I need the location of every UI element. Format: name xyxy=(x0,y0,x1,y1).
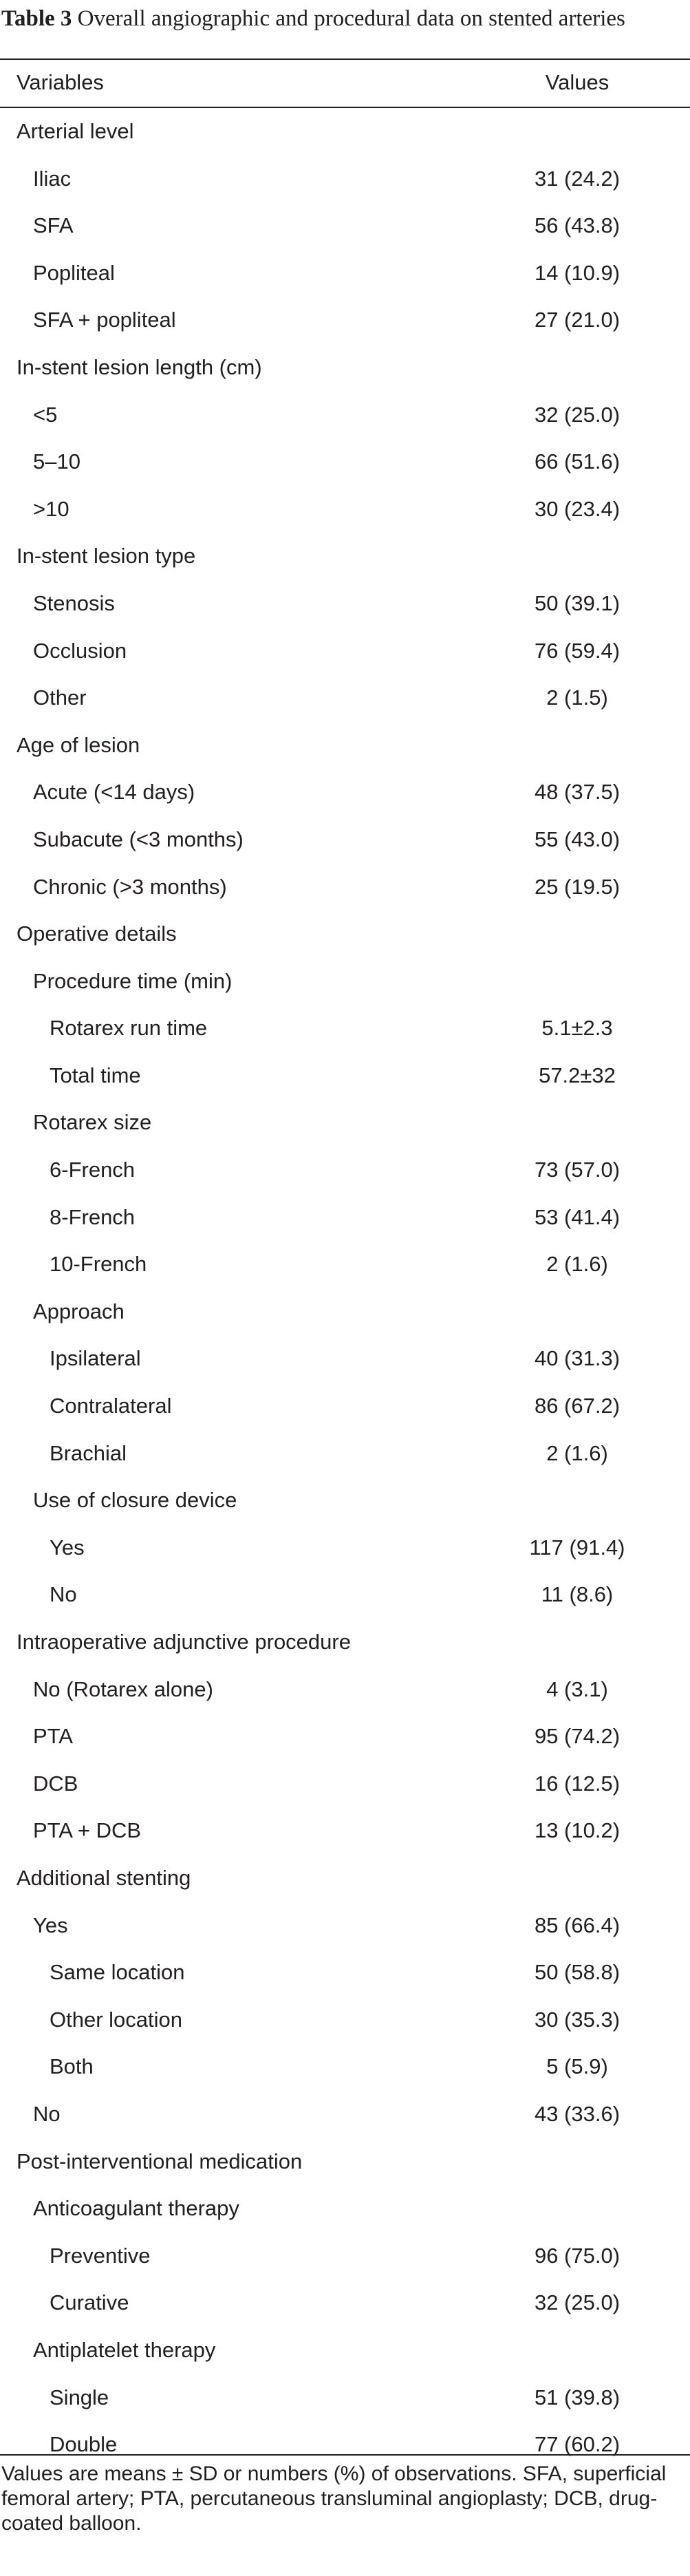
table-row xyxy=(0,628,690,675)
table-row xyxy=(0,1288,690,1336)
row-value: 11 (8.6) xyxy=(541,1582,614,1607)
row-value: 117 (91.4) xyxy=(529,1535,625,1560)
table-row xyxy=(0,2374,690,2422)
row-value: 48 (37.5) xyxy=(534,780,621,805)
row-value: 14 (10.9) xyxy=(534,260,621,285)
table-row xyxy=(0,533,690,580)
row-value: 50 (58.8) xyxy=(534,1960,621,1985)
table-row xyxy=(0,1713,690,1760)
row-value: 85 (66.4) xyxy=(534,1913,621,1937)
table-row xyxy=(0,438,690,486)
row-label: Single xyxy=(50,2385,109,2409)
section-heading: Operative details xyxy=(17,922,177,946)
row-label: Preventive xyxy=(50,2243,151,2268)
table-row xyxy=(0,580,690,628)
row-label: SFA xyxy=(33,213,74,238)
row-value: 77 (60.2) xyxy=(534,2432,621,2457)
row-value: 13 (10.2) xyxy=(534,1818,621,1843)
row-label: PTA + DCB xyxy=(33,1818,142,1843)
row-label: Occlusion xyxy=(33,638,127,663)
row-label: >10 xyxy=(33,496,69,521)
table-row xyxy=(0,202,690,250)
row-label: Chronic (>3 months) xyxy=(33,874,227,899)
row-value: 53 (41.4) xyxy=(534,1204,621,1229)
table-row xyxy=(0,1666,690,1714)
table-row xyxy=(0,297,690,344)
row-label: 8-French xyxy=(50,1204,136,1229)
row-value: 43 (33.6) xyxy=(534,2101,621,2126)
table-row xyxy=(0,911,690,958)
table-row xyxy=(0,864,690,911)
row-value: 96 (75.0) xyxy=(534,2243,621,2268)
header-variables: Variables xyxy=(17,70,104,94)
table-row xyxy=(0,1430,690,1478)
row-label: Antiplatelet therapy xyxy=(33,2337,216,2362)
row-label: Procedure time (min) xyxy=(33,968,233,993)
row-label: Ipsilateral xyxy=(50,1346,141,1371)
table-header-row xyxy=(0,60,690,107)
row-label: Subacute (<3 months) xyxy=(33,827,244,851)
section-heading: Intraoperative adjunctive procedure xyxy=(17,1630,351,1654)
row-label: Both xyxy=(50,2054,94,2079)
row-label: Curative xyxy=(50,2290,129,2315)
row-value: 66 (51.6) xyxy=(534,449,621,474)
table-row xyxy=(0,2279,690,2327)
row-value: 56 (43.8) xyxy=(534,213,621,238)
row-label: Double xyxy=(50,2432,118,2457)
row-value: 50 (39.1) xyxy=(534,590,621,615)
row-label: No (Rotarex alone) xyxy=(33,1676,213,1701)
row-value: 4 (3.1) xyxy=(546,1676,608,1701)
table-row xyxy=(0,1997,690,2044)
table-row xyxy=(0,486,690,533)
row-label: Contralateral xyxy=(50,1394,172,1418)
table-row xyxy=(0,674,690,722)
row-value: 57.2±32 xyxy=(539,1063,616,1087)
row-value: 76 (59.4) xyxy=(534,638,621,663)
row-label: 10-French xyxy=(50,1252,147,1277)
row-value: 31 (24.2) xyxy=(534,166,621,191)
row-label: <5 xyxy=(33,402,58,427)
row-value: 73 (57.0) xyxy=(534,1158,621,1182)
table-body xyxy=(0,108,690,2469)
table-number: Table 3 xyxy=(1,6,72,31)
bottom-rule xyxy=(0,2454,690,2456)
section-heading: Additional stenting xyxy=(17,1865,191,1890)
table-row xyxy=(0,2233,690,2280)
row-label: Brachial xyxy=(50,1440,127,1465)
row-value: 2 (1.5) xyxy=(546,685,608,710)
table-row xyxy=(0,2138,690,2186)
table-row xyxy=(0,156,690,203)
table-row xyxy=(0,816,690,864)
row-label: No xyxy=(33,2101,61,2126)
row-label: Approach xyxy=(33,1299,125,1323)
table-row xyxy=(0,1147,690,1194)
row-value: 25 (19.5) xyxy=(534,874,621,899)
header-values: Values xyxy=(545,70,610,94)
table-row xyxy=(0,392,690,439)
table-caption xyxy=(1,6,688,32)
row-value: 16 (12.5) xyxy=(534,1771,621,1796)
table-row xyxy=(0,250,690,297)
row-value: 40 (31.3) xyxy=(534,1346,621,1371)
section-heading: Post-interventional medication xyxy=(17,2149,303,2173)
section-heading: In-stent lesion type xyxy=(17,544,196,568)
table-row xyxy=(0,108,690,156)
table-row xyxy=(0,722,690,769)
table-row xyxy=(0,1194,690,1242)
row-label: Other xyxy=(33,685,87,710)
table-row xyxy=(0,1335,690,1383)
row-value: 27 (21.0) xyxy=(534,308,621,332)
row-value: 86 (67.2) xyxy=(534,1394,621,1418)
row-value: 32 (25.0) xyxy=(534,402,621,427)
row-label: 6-French xyxy=(50,1158,136,1182)
table-row xyxy=(0,2327,690,2374)
table-row xyxy=(0,958,690,1005)
section-heading: Age of lesion xyxy=(17,732,140,757)
table-row xyxy=(0,1099,690,1147)
row-label: Yes xyxy=(33,1913,68,1937)
table-row xyxy=(0,1524,690,1572)
table-row xyxy=(0,1052,690,1100)
table-row xyxy=(0,1760,690,1808)
row-label: Stenosis xyxy=(33,590,115,615)
row-label: Yes xyxy=(50,1535,85,1560)
row-value: 95 (74.2) xyxy=(534,1724,621,1749)
table-row xyxy=(0,1383,690,1430)
table-row xyxy=(0,1949,690,1997)
table-row xyxy=(0,1477,690,1524)
table-row xyxy=(0,1005,690,1052)
row-value: 55 (43.0) xyxy=(534,827,621,851)
row-label: Rotarex size xyxy=(33,1110,152,1135)
row-label: No xyxy=(50,1582,77,1607)
row-value: 2 (1.6) xyxy=(546,1252,608,1277)
table-row xyxy=(0,1807,690,1855)
table-row xyxy=(0,2091,690,2138)
row-value: 30 (35.3) xyxy=(534,2007,621,2032)
row-value: 32 (25.0) xyxy=(534,2290,621,2315)
row-label: Use of closure device xyxy=(33,1488,237,1513)
table-row xyxy=(0,1855,690,1902)
row-label: Anticoagulant therapy xyxy=(33,2196,239,2221)
table-row xyxy=(0,344,690,392)
row-value: 30 (23.4) xyxy=(534,496,621,521)
table-row xyxy=(0,1902,690,1950)
table-footnote: Values are means ± SD or numbers (%) of observations. SFA, superficial femoral artery; PTA, percutaneous transluminal angioplasty; DCB, drug-coated balloon. xyxy=(1,2462,667,2535)
section-heading: Arterial level xyxy=(17,119,134,143)
table-row xyxy=(0,1619,690,1666)
row-label: PTA xyxy=(33,1724,73,1749)
row-label: SFA + popliteal xyxy=(33,308,176,332)
table-row xyxy=(0,1241,690,1288)
row-label: Same location xyxy=(50,1960,185,1985)
row-value: 2 (1.6) xyxy=(546,1440,608,1465)
row-label: 5–10 xyxy=(33,449,80,474)
row-value: 5 (5.9) xyxy=(546,2054,608,2079)
row-label: Popliteal xyxy=(33,260,115,285)
table-row xyxy=(0,2185,690,2233)
table-title: Overall angiographic and procedural data on stented arteries xyxy=(72,6,625,31)
row-label: DCB xyxy=(33,1771,78,1796)
table-row xyxy=(0,769,690,816)
row-label: Iliac xyxy=(33,166,72,191)
table-row xyxy=(0,2043,690,2091)
table-row xyxy=(0,1571,690,1619)
section-heading: In-stent lesion length (cm) xyxy=(17,354,262,379)
row-value: 51 (39.8) xyxy=(534,2385,621,2409)
row-label: Acute (<14 days) xyxy=(33,780,195,805)
row-label: Total time xyxy=(50,1063,141,1087)
row-label: Rotarex run time xyxy=(50,1016,208,1041)
row-label: Other location xyxy=(50,2007,182,2032)
row-value: 5.1±2.3 xyxy=(541,1016,613,1041)
